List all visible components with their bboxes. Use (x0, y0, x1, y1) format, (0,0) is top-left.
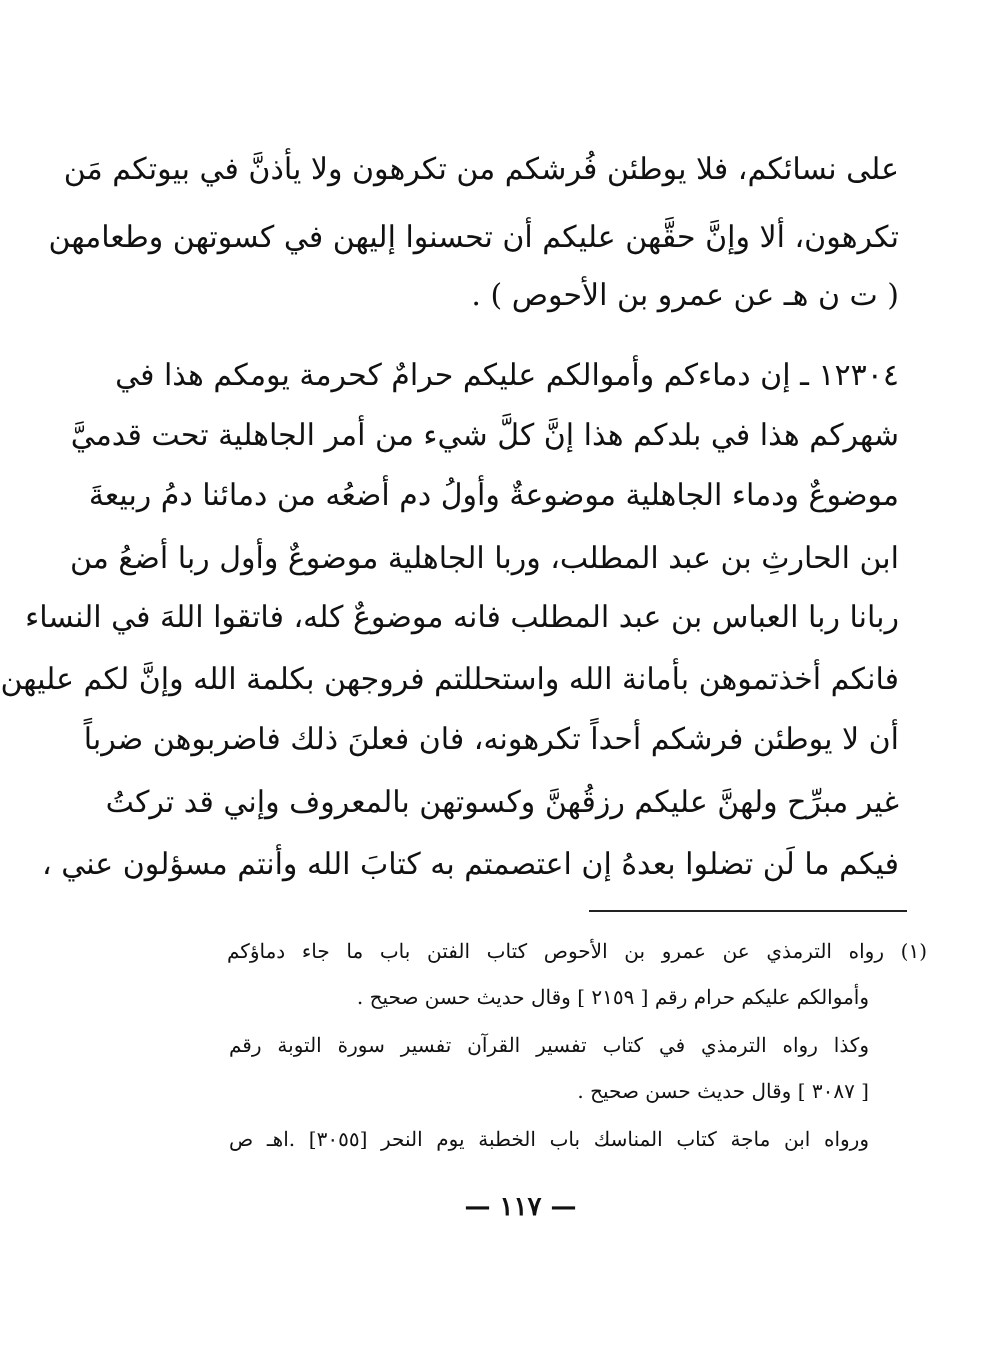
text-line: أن لا يوطئن فرشكم أحداً تكرهونه، فان فعلنَ ذلك فاضربوهن ضرباً (83, 722, 899, 757)
text-line: فيكم ما لَن تضلوا بعدهُ إن اعتصمتم به كتابَ الله وأنتم مسؤلون عني ، (41, 847, 899, 882)
page-number: — ١١٧ — (464, 1192, 577, 1222)
footnote-separator (589, 910, 907, 912)
text-line: فانكم أخذتموهن بأمانة الله واستحللتم فروجهن بكلمة الله وإنَّ لكم عليهن (0, 662, 899, 697)
text-line: ١٢٣٠٤ ـ إن دماءكم وأموالكم عليكم حرامٌ كحرمة يومكم هذا في (115, 358, 899, 393)
footnote-line: ورواه ابن ماجة كتاب المناسك باب الخطبة يوم النحر [٣٠٥٥] .اهـ ص (229, 1127, 870, 1151)
footnote-line: [ ٣٠٨٧ ] وقال حديث حسن صحيح . (577, 1079, 869, 1103)
footnote-line: (١) رواه الترمذي عن عمرو بن الأحوص كتاب الفتن باب ما جاء دماؤكم (227, 939, 927, 963)
text-line: ( ت ن هـ عن عمرو بن الأحوص ) . (471, 278, 899, 313)
footnote-line: وأموالكم عليكم حرام رقم [ ٢١٥٩ ] وقال حديث حسن صحيح . (356, 985, 869, 1009)
text-line: على نسائكم، فلا يوطئن فُرشكم من تكرهون ولا يأذنَّ في بيوتكم مَن (63, 152, 899, 187)
text-line: ابن الحارثِ بن عبد المطلب، وربا الجاهلية موضوعٌ وأول ربا أضعُ من (69, 541, 899, 576)
text-line: تكرهون، ألا وإنَّ حقَّهن عليكم أن تحسنوا إليهن في كسوتهن وطعامهن (48, 220, 899, 255)
text-line: غير مبرِّح ولهنَّ عليكم رزقُهنَّ وكسوتهن بالمعروف وإني قد تركتُ (105, 785, 899, 820)
footnote-line: وكذا رواه الترمذي في كتاب تفسير القرآن تفسير سورة التوبة رقم (229, 1033, 869, 1057)
text-line: شهركم هذا في بلدكم هذا إنَّ كلَّ شيء من أمر الجاهلية تحت قدميَّ (70, 418, 899, 453)
text-line: ربانا ربا العباس بن عبد المطلب فانه موضوعٌ كله، فاتقوا اللهَ في النساء (25, 600, 899, 635)
text-line: موضوعٌ ودماء الجاهلية موضوعةٌ وأولُ دم أضعُه من دمائنا دمُ ربيعةَ (88, 478, 899, 513)
